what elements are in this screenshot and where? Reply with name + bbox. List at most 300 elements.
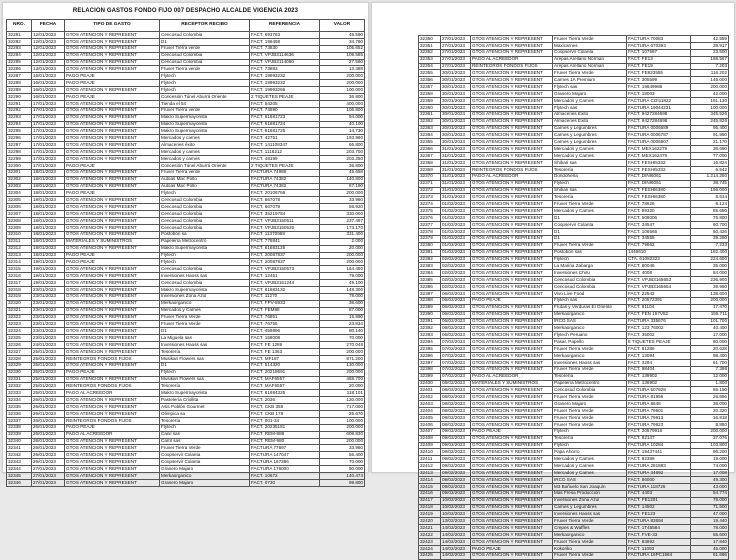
- receptor-cell: Kokoriko: [553, 545, 627, 552]
- receptor-cell: Tienda el 54: [160, 100, 250, 107]
- fecha-cell: 09/02/2023: [441, 490, 471, 497]
- valor-cell: 203.700: [320, 149, 365, 156]
- table-row: [419, 311, 729, 318]
- referencia-cell: FACT. 4008: [627, 270, 691, 277]
- table-row: [419, 290, 729, 297]
- receptor-cell: Flytech: [160, 87, 250, 94]
- valor-cell: 76.800: [691, 215, 729, 222]
- fecha-cell: 09/02/2023: [441, 483, 471, 490]
- valor-cell: 36.000: [691, 401, 729, 408]
- fecha-cell: 14/02/2023: [441, 552, 471, 559]
- receptor-cell: Tesorería: [553, 194, 627, 201]
- valor-cell: 155.711: [691, 311, 729, 318]
- receptor-cell: Makro Supermayorista: [160, 390, 250, 397]
- nro-cell: 32296: [7, 135, 32, 142]
- table-row: [419, 373, 729, 380]
- valor-cell: 20.320: [691, 408, 729, 415]
- referencia-cell: FACT. 99320: [627, 208, 691, 215]
- fecha-cell: 26/01/2023: [32, 452, 65, 459]
- nro-cell: 32403: [419, 401, 441, 408]
- fecha-cell: 30/01/2023: [441, 118, 471, 125]
- referencia-cell: FACTURA 167386: [250, 459, 320, 466]
- referencia-cell: FACTURA 8648: [627, 401, 691, 408]
- tipo-gasto-cell: GTOS ATENCION Y REPRESENT: [471, 311, 553, 318]
- table-row: [419, 497, 729, 504]
- valor-cell: 237.497: [320, 218, 365, 225]
- fecha-cell: 01/02/2023: [441, 249, 471, 256]
- referencia-cell: FACT. 514320: [250, 362, 320, 369]
- fecha-cell: 18/01/2023: [32, 224, 65, 231]
- fecha-cell: 27/01/2023: [32, 466, 65, 473]
- valor-cell: 39.950: [691, 284, 729, 291]
- table-row: [7, 369, 365, 376]
- table-row: [7, 314, 365, 321]
- tipo-gasto-cell: GTOS ATENCION Y REPRESENT: [65, 128, 160, 135]
- tipo-gasto-cell: GTOS ATENCION Y REPRESENT: [65, 314, 160, 321]
- table-row: [419, 408, 729, 415]
- nro-cell: 32398: [419, 366, 441, 373]
- table-body: [7, 32, 365, 487]
- tipo-gasto-cell: GTOS ATENCION Y REPRESENT: [471, 111, 553, 118]
- fecha-cell: 19/01/2023: [32, 273, 65, 280]
- referencia-cell: FACT. MAF6557: [250, 376, 320, 383]
- table-row: [419, 201, 729, 208]
- fecha-cell: 14/02/2023: [441, 532, 471, 539]
- referencia-cell: FACT. VPJB3150511: [250, 218, 320, 225]
- fecha-cell: 18/01/2023: [32, 218, 65, 225]
- tipo-gasto-cell: GTOS ATENCION Y REPRESENT: [471, 70, 553, 77]
- valor-cell: 140.474: [320, 473, 365, 480]
- fecha-cell: 17/01/2023: [32, 100, 65, 107]
- referencia-cell: FACT. MAF6557: [250, 383, 320, 390]
- fecha-cell: 25/01/2023: [32, 355, 65, 362]
- referencia-cell: FACT. 667079: [250, 204, 320, 211]
- receptor-cell: Mercados y Carnes: [160, 307, 250, 314]
- nro-cell: 32378: [419, 228, 441, 235]
- nro-cell: 32293: [7, 114, 32, 121]
- tipo-gasto-cell: REINTEGROS FONDOS FIJOS: [471, 166, 553, 173]
- nro-cell: 32392: [419, 325, 441, 332]
- tipo-gasto-cell: GTOS ATENCION Y REPRESENT: [65, 183, 160, 190]
- fecha-cell: 14/02/2023: [441, 539, 471, 546]
- tipo-gasto-cell: REINTEGROS FONDOS FIJOS: [65, 355, 160, 362]
- nro-cell: 32371: [419, 180, 441, 187]
- receptor-cell: Musikari Flowers sas: [160, 355, 250, 362]
- referencia-cell: FACT. 0730: [250, 479, 320, 486]
- receptor-cell: Granero Majaro: [160, 479, 250, 486]
- tipo-gasto-cell: GTOS ATENCION Y REPRESENT: [471, 449, 553, 456]
- expense-table-left: [6, 19, 365, 487]
- valor-cell: 191.130: [691, 98, 729, 105]
- valor-cell: 87.000: [320, 307, 365, 314]
- nro-cell: 32292: [7, 107, 32, 114]
- referencia-cell: FACTURA 0006807: [627, 139, 691, 146]
- table-row: [7, 73, 365, 80]
- nro-cell: 32289: [7, 87, 32, 94]
- table-row: [419, 270, 729, 277]
- fecha-cell: 19/01/2023: [32, 259, 65, 266]
- receptor-cell: Inversiones Zona Azul: [160, 293, 250, 300]
- receptor-cell: Carnes y Legumbres: [553, 125, 627, 132]
- table-row: [7, 259, 365, 266]
- table-row: [7, 328, 365, 335]
- referencia-cell: FACT. 86000: [627, 477, 691, 484]
- nro-cell: 32288: [7, 80, 32, 87]
- fecha-cell: 26/01/2023: [32, 417, 65, 424]
- receptor-cell: Cencosud Colombia: [160, 211, 250, 218]
- nro-cell: 32363: [419, 125, 441, 132]
- nro-cell: 32287: [7, 73, 32, 80]
- tipo-gasto-cell: GTOS ATENCION Y REPRESENT: [65, 300, 160, 307]
- valor-cell: 38.600: [320, 300, 365, 307]
- receptor-cell: Coopservir Colanta: [160, 452, 250, 459]
- fecha-cell: 31/01/2023: [441, 173, 471, 180]
- tipo-gasto-cell: GTOS ATENCION Y REPRESENT: [471, 470, 553, 477]
- fecha-cell: 23/01/2023: [32, 328, 65, 335]
- valor-cell: 37.076: [691, 435, 729, 442]
- receptor-cell: IRCO SAS: [553, 477, 627, 484]
- nro-cell: 32396: [419, 352, 441, 359]
- fecha-cell: 25/01/2023: [32, 376, 65, 383]
- referencia-cell: FACT. 76851: [250, 314, 320, 321]
- fecha-cell: 01/02/2023: [441, 201, 471, 208]
- valor-cell: 200.000: [320, 252, 365, 259]
- referencia-cell: FACT. DINI6061: [627, 173, 691, 180]
- table-row: [7, 459, 365, 466]
- table-row: [419, 442, 729, 449]
- fecha-cell: 30/01/2023: [441, 132, 471, 139]
- valor-cell: 17.008: [691, 470, 729, 477]
- valor-cell: 200.000: [691, 297, 729, 304]
- tipo-gasto-cell: GTOS ATENCION Y REPRESENT: [65, 328, 160, 335]
- table-row: [419, 173, 729, 180]
- fecha-cell: 14/02/2023: [441, 525, 471, 532]
- valor-cell: 80.000: [691, 339, 729, 346]
- nro-cell: 32300: [7, 162, 32, 169]
- tipo-gasto-cell: GTOS ATENCION Y REPRESENT: [65, 107, 160, 114]
- nro-cell: 32395: [419, 346, 441, 353]
- nro-cell: 32317: [7, 280, 32, 287]
- table-row: [419, 98, 729, 105]
- tipo-gasto-cell: GTOS ATENCION Y REPRESENT: [65, 224, 160, 231]
- valor-cell: 105.652: [320, 45, 365, 52]
- receptor-cell: Flytech: [160, 73, 250, 80]
- fecha-cell: 31/01/2023: [441, 187, 471, 194]
- receptor-cell: Cencosud Colombia: [160, 32, 250, 39]
- valor-cell: 468.700: [320, 376, 365, 383]
- fecha-cell: 07/02/2023: [441, 359, 471, 366]
- valor-cell: 17.470: [691, 304, 729, 311]
- nro-cell: 32330: [7, 369, 32, 376]
- receptor-cell: Tesorería: [553, 435, 627, 442]
- referencia-cell: FACT. CKB 178: [250, 410, 320, 417]
- tipo-gasto-cell: GTOS ATENCION Y REPRESENT: [471, 483, 553, 490]
- tipo-gasto-cell: PAGO PEAJE: [65, 190, 160, 197]
- nro-cell: 32334: [7, 397, 32, 404]
- referencia-cell: FACT. 19993232: [250, 80, 320, 87]
- table-row: [7, 280, 365, 287]
- referencia-cell: FACT. FESHI6380: [627, 194, 691, 201]
- table-row: [7, 169, 365, 176]
- fecha-cell: 23/01/2023: [32, 335, 65, 342]
- valor-cell: 20.000: [320, 383, 365, 390]
- fecha-cell: 31/01/2023: [441, 160, 471, 167]
- valor-cell: 25.670: [320, 410, 365, 417]
- tipo-gasto-cell: GTOS ATENCION Y REPRESENT: [65, 204, 160, 211]
- receptor-cell: Inversiones Chiru: [553, 270, 627, 277]
- table-row: [419, 180, 729, 187]
- receptor-cell: Cencosud Colombia: [160, 280, 250, 287]
- fecha-cell: 02/02/2023: [441, 277, 471, 284]
- receptor-cell: Makro Supermayorista: [160, 114, 250, 121]
- table-row: [419, 332, 729, 339]
- valor-cell: 70.000: [320, 459, 365, 466]
- nro-cell: 32386: [419, 284, 441, 291]
- tipo-gasto-cell: GTOS ATENCION Y REPRESENT: [471, 435, 553, 442]
- valor-cell: 70.000: [320, 335, 365, 342]
- nro-cell: 32351: [419, 42, 441, 49]
- referencia-cell: FACTURA COI11822: [627, 98, 691, 105]
- referencia-cell: FACTURA 118725: [627, 483, 691, 490]
- receptor-cell: Cencosud Colombia: [160, 59, 250, 66]
- fecha-cell: 14/02/2023: [441, 545, 471, 552]
- table-row: [7, 293, 365, 300]
- referencia-cell: FACT. FE 1363: [250, 348, 320, 355]
- valor-cell: 400.000: [320, 100, 365, 107]
- fecha-cell: 26/01/2023: [32, 459, 65, 466]
- receptor-cell: Flytech: [160, 259, 250, 266]
- referencia-cell: FACT. VPJB3150530: [250, 224, 320, 231]
- receptor-cell: Fruver Tierra Verde: [553, 242, 627, 249]
- column-header-receptor: RECEPTOR RECIBO: [160, 20, 250, 32]
- fecha-cell: 19/01/2023: [32, 266, 65, 273]
- receptor-cell: Granero Majaro: [553, 91, 627, 98]
- fecha-cell: 17/01/2023: [32, 149, 65, 156]
- tipo-gasto-cell: PAGO PEAJE: [471, 428, 553, 435]
- nro-cell: 32320: [7, 300, 32, 307]
- table-row: [419, 421, 729, 428]
- valor-cell: 49.300: [691, 477, 729, 484]
- table-row: [419, 146, 729, 153]
- valor-cell: 19.000: [691, 456, 729, 463]
- valor-cell: 106.800: [320, 107, 365, 114]
- tipo-gasto-cell: PAGO PEAJE: [65, 94, 160, 101]
- receptor-cell: Postobón sa: [160, 231, 250, 238]
- table-row: [7, 231, 365, 238]
- table-row: [7, 376, 365, 383]
- tipo-gasto-cell: GTOS ATENCION Y REPRESENT: [65, 197, 160, 204]
- referencia-cell: FACTURA 81956: [627, 394, 691, 401]
- valor-cell: 148.300: [320, 286, 365, 293]
- referencia-cell: FACT. 80046: [627, 263, 691, 270]
- tipo-gasto-cell: GTOS ATENCION Y REPRESENT: [65, 438, 160, 445]
- fecha-cell: 06/02/2023: [441, 304, 471, 311]
- receptor-cell: Fruver Tierra Verde: [553, 518, 627, 525]
- fecha-cell: 12/01/2023: [32, 59, 65, 66]
- fecha-cell: 30/01/2023: [441, 139, 471, 146]
- referencia-cell: FACT. 42751: [250, 135, 320, 142]
- receptor-cell: Carnes y Legumbres: [553, 139, 627, 146]
- tipo-gasto-cell: GTOS ATENCION Y REPRESENT: [471, 139, 553, 146]
- tipo-gasto-cell: GTOS ATENCION Y REPRESENT: [471, 187, 553, 194]
- nro-cell: 32294: [7, 121, 32, 128]
- tipo-gasto-cell: PAGO PEAJE: [65, 259, 160, 266]
- valor-cell: 96.200: [691, 449, 729, 456]
- table-row: [419, 77, 729, 84]
- table-row: [419, 511, 729, 518]
- referencia-cell: FACT. 54205: [250, 100, 320, 107]
- valor-cell: 39.250: [691, 235, 729, 242]
- fecha-cell: 13/02/2023: [441, 518, 471, 525]
- receptor-cell: Arepas Arellano Norman: [553, 56, 627, 63]
- referencia-cell: FACT. 81286: [627, 346, 691, 353]
- referencia-cell: FACTURA 10284: [627, 442, 691, 449]
- tipo-gasto-cell: GTOS ATENCION Y REPRESENT: [471, 511, 553, 518]
- referencia-cell: FACT. 98404: [627, 366, 691, 373]
- valor-cell: 200.000: [320, 348, 365, 355]
- valor-cell: 94.000: [320, 114, 365, 121]
- nro-cell: 32337: [7, 417, 32, 424]
- receptor-cell: Merkaorganico: [553, 311, 627, 318]
- fecha-cell: 12/01/2023: [32, 32, 65, 39]
- referencia-cell: FACT. 158008: [250, 335, 320, 342]
- tipo-gasto-cell: GTOS ATENCION Y REPRESENT: [471, 339, 553, 346]
- receptor-cell: Fruver Tierra Verde: [553, 201, 627, 208]
- receptor-cell: Inversiones Haoss sas: [160, 342, 250, 349]
- valor-cell: 23.834: [320, 321, 365, 328]
- referencia-cell: FACT. 20106766: [250, 190, 320, 197]
- receptor-cell: Makro Supermayorista: [160, 121, 250, 128]
- table-row: [7, 300, 365, 307]
- nro-cell: 32324: [7, 328, 32, 335]
- table-row: [7, 135, 365, 142]
- tipo-gasto-cell: GTOS ATENCION Y REPRESENT: [471, 304, 553, 311]
- valor-cell: 21.170: [691, 139, 729, 146]
- nro-cell: 32331: [7, 376, 32, 383]
- referencia-cell: FACT. 10672: [250, 473, 320, 480]
- valor-cell: 1.214.250: [691, 173, 729, 180]
- tipo-gasto-cell: PAGO PEAJE: [65, 80, 160, 87]
- tipo-gasto-cell: REINTEGROS FONDOS FIJOS: [65, 383, 160, 390]
- valor-cell: 45.590: [320, 32, 365, 39]
- table-row: [419, 490, 729, 497]
- table-row: [419, 325, 729, 332]
- receptor-cell: Cencosud Colombia: [553, 277, 627, 284]
- fecha-cell: 08/02/2023: [441, 408, 471, 415]
- nro-cell: 32369: [419, 166, 441, 173]
- table-row: [7, 342, 365, 349]
- tipo-gasto-cell: GTOS ATENCION Y REPRESENT: [65, 445, 160, 452]
- nro-cell: 32336: [7, 410, 32, 417]
- tipo-gasto-cell: GTOS ATENCION Y REPRESENT: [471, 36, 553, 43]
- receptor-cell: Musikari Flowers sas: [160, 376, 250, 383]
- referencia-cell: FACT. FVE-33: [627, 532, 691, 539]
- fecha-cell: 26/01/2023: [32, 397, 65, 404]
- receptor-cell: Cencosud Colombia: [160, 218, 250, 225]
- table-row: [419, 284, 729, 291]
- nro-cell: 32340: [7, 438, 32, 445]
- tipo-gasto-cell: GTOS ATENCION Y REPRESENT: [471, 318, 553, 325]
- receptor-cell: Tesorería: [160, 348, 250, 355]
- receptor-cell: Mercados y carnes: [160, 135, 250, 142]
- receptor-cell: D1: [160, 38, 250, 45]
- tipo-gasto-cell: GTOS ATENCION Y REPRESENT: [471, 366, 553, 373]
- tipo-gasto-cell: GTOS ATENCION Y REPRESENT: [471, 539, 553, 546]
- fecha-cell: 17/01/2023: [32, 128, 65, 135]
- table-row: [7, 404, 365, 411]
- referencia-cell: FACT. VPJB3114636: [250, 52, 320, 59]
- nro-cell: 32353: [419, 56, 441, 63]
- referencia-cell: FACT. FE13: [627, 56, 691, 63]
- fecha-cell: 10/02/2023: [441, 497, 471, 504]
- tipo-gasto-cell: GTOS ATENCION Y REPRESENT: [65, 211, 160, 218]
- nro-cell: 32339: [7, 431, 32, 438]
- fecha-cell: 07/02/2023: [441, 346, 471, 353]
- valor-cell: 55.150: [691, 387, 729, 394]
- tipo-gasto-cell: GTOS ATENCION Y REPRESENT: [471, 414, 553, 421]
- tipo-gasto-cell: GTOS ATENCION Y REPRESENT: [471, 394, 553, 401]
- valor-cell: 16.818: [691, 414, 729, 421]
- referencia-cell: FACT. 48199: [250, 156, 320, 163]
- valor-cell: 50.426: [691, 228, 729, 235]
- valor-cell: 66.800: [320, 142, 365, 149]
- table-row: [419, 208, 729, 215]
- fecha-cell: 06/02/2023: [441, 332, 471, 339]
- fecha-cell: 30/01/2023: [441, 84, 471, 91]
- tipo-gasto-cell: GTOS ATENCION Y REPRESENT: [65, 135, 160, 142]
- receptor-cell: Maxicarnes: [553, 42, 627, 49]
- referencia-cell: FACT. 19849988: [627, 84, 691, 91]
- receptor-cell: Merkaorganico: [553, 532, 627, 539]
- tipo-gasto-cell: GTOS ATENCION Y REPRESENT: [65, 293, 160, 300]
- tipo-gasto-cell: GTOS ATENCION Y REPRESENT: [65, 348, 160, 355]
- referencia-cell: FACT. FPV-8933: [250, 300, 320, 307]
- tipo-gasto-cell: PAGO AL ACREEDOR: [471, 373, 553, 380]
- nro-cell: 32328: [7, 355, 32, 362]
- fecha-cell: 27/01/2023: [441, 49, 471, 56]
- table-row: [419, 518, 729, 525]
- referencia-cell: FACT. 20572391: [627, 297, 691, 304]
- receptor-cell: Flytech: [160, 80, 250, 87]
- nro-cell: 32366: [419, 146, 441, 153]
- receptor-cell: Crepes & Waffles: [553, 525, 627, 532]
- referencia-cell: FACT. 81104: [627, 304, 691, 311]
- nro-cell: 32377: [419, 222, 441, 229]
- fecha-cell: 09/02/2023: [441, 435, 471, 442]
- referencia-cell: FACT. 12451: [250, 273, 320, 280]
- fecha-cell: 18/01/2023: [32, 245, 65, 252]
- referencia-cell: FACTURA 83694: [627, 518, 691, 525]
- table-row: [7, 87, 365, 94]
- table-row: [7, 445, 365, 452]
- referencia-cell: FACT. 61681725: [250, 128, 320, 135]
- fecha-cell: 31/01/2023: [441, 180, 471, 187]
- nro-cell: 32406: [419, 421, 441, 428]
- valor-cell: 49.100: [320, 280, 365, 287]
- referencia-cell: FACT. 1118212: [250, 149, 320, 156]
- table-row: [419, 187, 729, 194]
- referencia-cell: FACT. FESHI6380: [627, 187, 691, 194]
- fecha-cell: 23/01/2023: [32, 307, 65, 314]
- receptor-cell: Olimpica sa: [160, 410, 250, 417]
- receptor-cell: Cencosud Colombia: [553, 387, 627, 394]
- valor-cell: 100.000: [320, 87, 365, 94]
- nro-cell: 32402: [419, 394, 441, 401]
- table-row: [419, 70, 729, 77]
- receptor-cell: Flytech sas: [553, 104, 627, 111]
- referencia-cell: FACT. 73883: [250, 66, 320, 73]
- tipo-gasto-cell: GTOS ATENCION Y REPRESENT: [471, 552, 553, 559]
